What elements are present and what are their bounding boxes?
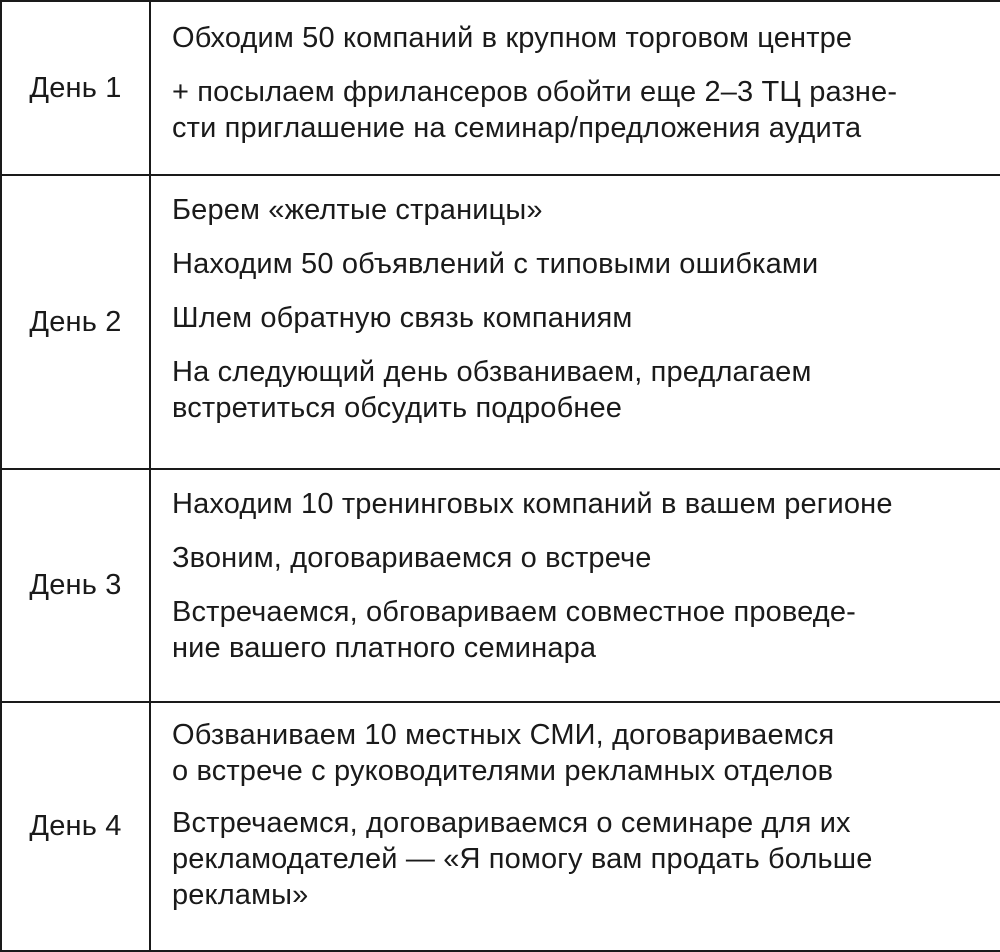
task-item: Шлем обратную связь компаниям [172, 302, 633, 334]
task-item: Находим 50 объявлений с типовыми ошибками [172, 248, 819, 280]
day-row-2 [2, 174, 1000, 468]
day-label: День 4 [2, 703, 151, 950]
task-item: Обзваниваем 10 местных СМИ, договариваемся о встрече с руководителями рекламных отделов [172, 719, 835, 787]
day-label: День 2 [2, 176, 151, 468]
task-item: + посылаем фрилансеров обойти еще 2–3 ТЦ разне- сти приглашение на семинар/предложения аудита [172, 76, 898, 144]
day-label: День 3 [2, 470, 151, 701]
day-row-3 [2, 468, 1000, 701]
task-item: Обходим 50 компаний в крупном торговом центре [172, 22, 853, 54]
day-row-4 [2, 701, 1000, 950]
day-tasks [151, 703, 1000, 950]
task-item: Встречаемся, договариваемся о семинаре для их рекламодателей — «Я помогу вам продать больше рекламы» [172, 807, 873, 911]
day-tasks [151, 176, 1000, 468]
day-tasks [151, 470, 1000, 701]
task-item: Находим 10 тренинговых компаний в вашем регионе [172, 488, 893, 520]
day-row-1 [2, 2, 1000, 174]
task-item: Встречаемся, обговариваем совместное проведе- ние вашего платного семинара [172, 596, 856, 664]
task-item: Звоним, договариваемся о встрече [172, 542, 652, 574]
task-item: Берем «желтые страницы» [172, 194, 543, 226]
task-item: На следующий день обзваниваем, предлагаем встретиться обсудить подробнее [172, 356, 812, 424]
day-label: День 1 [2, 2, 151, 174]
day-tasks [151, 2, 1000, 174]
